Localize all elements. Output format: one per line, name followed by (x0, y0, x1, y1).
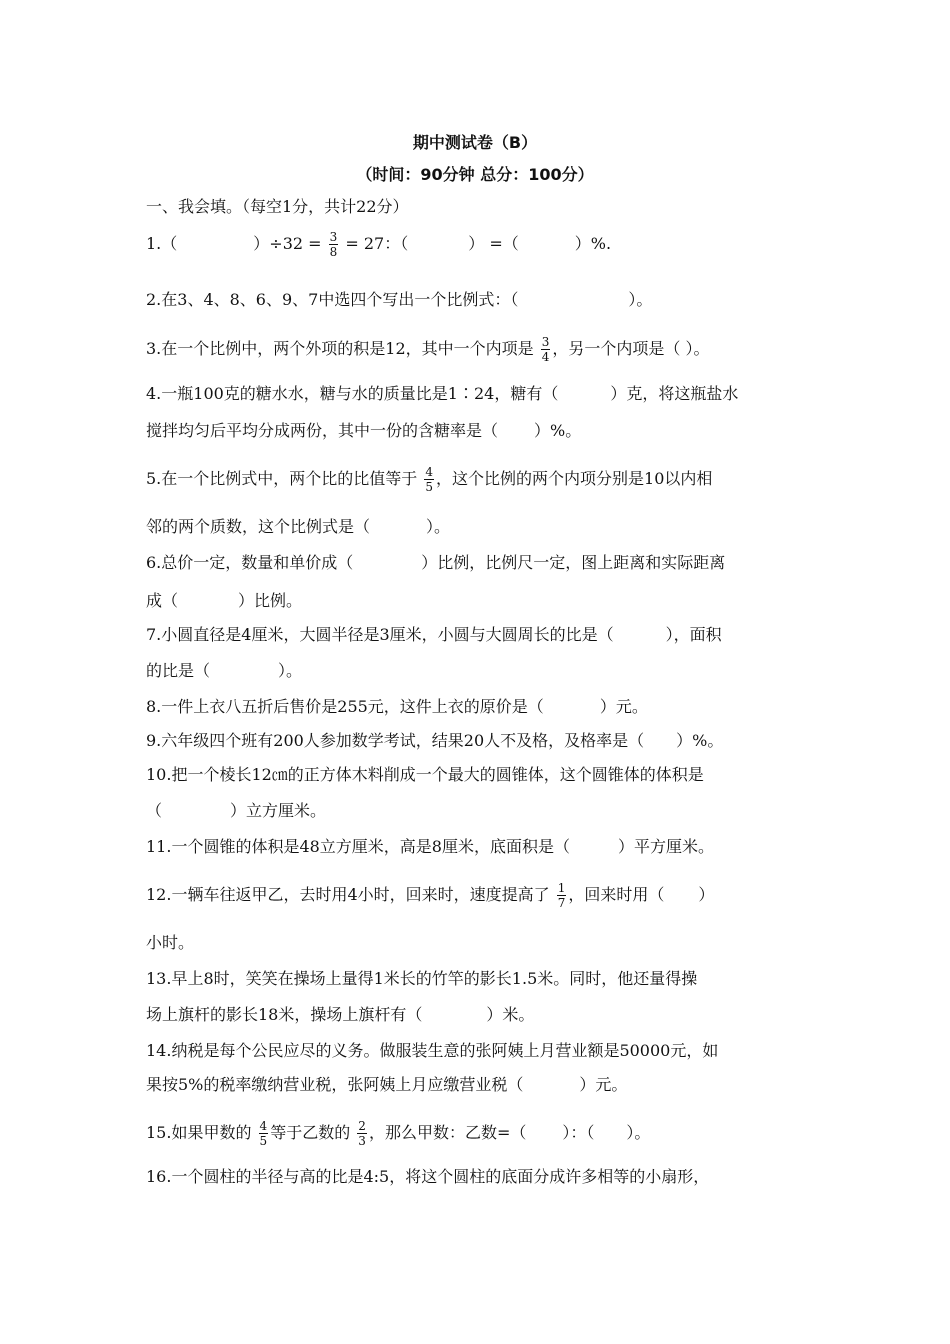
question-7-continued: 的比是（ ）。 (146, 661, 303, 680)
question-6: 6.总价一定，数量和单价成（ ）比例，比例尺一定，图上距离和实际距离 (146, 553, 726, 572)
section-heading: 一、我会填。（每空1分，共计22分） (146, 197, 409, 216)
fraction: $\frac{4}{5}$ (425, 465, 434, 494)
question-10-continued: （ ）立方厘米。 (146, 801, 327, 820)
question-9: 9.六年级四个班有200人参加数学考试，结果20人不及格，及格率是（ ）%。 (146, 731, 724, 750)
fraction: $\frac{4}{5}$ (259, 1119, 268, 1148)
question-15: 15.如果甲数的 $\frac{4}{5}$ 等于乙数的 $\frac{2}{3}$ ，那么甲数：乙数=（ ）：（ ）。 (146, 1119, 651, 1148)
question-8: 8.一件上衣八五折后售价是255元，这件上衣的原价是（ ）元。 (146, 697, 648, 716)
question-4: 4.一瓶100克的糖水水，糖与水的质量比是1∶24，糖有（ ）克，将这瓶盐水 (146, 384, 739, 403)
fraction: $\frac{3}{8}$ (329, 230, 338, 259)
fraction: $\frac{2}{3}$ (358, 1119, 366, 1148)
question-5: 5.在一个比例式中，两个比的比值等于 $\frac{4}{5}$ ，这个比例的两个内项分别是10以内相 (146, 465, 713, 494)
question-3: 3.在一个比例中，两个外项的积是12，其中一个内项是 $\frac{3}{4}$ ，另一个内项是（ ）。 (146, 335, 710, 364)
question-13-continued: 场上旗杆的影长18米，操场上旗杆有（ ）米。 (146, 1005, 535, 1024)
question-14-continued: 果按5%的税率缴纳营业税，张阿姨上月应缴营业税（ ）元。 (146, 1075, 628, 1094)
question-13: 13.早上8时，笑笑在操场上量得1米长的竹竿的影长1.5米。同时，他还量得操 (146, 969, 698, 988)
question-2: 2.在3、4、8、6、9、7中选四个写出一个比例式：（ ）。 (146, 290, 653, 309)
page-subtitle: （时间：90分钟 总分：100分） (356, 165, 594, 184)
question-6-continued: 成（ ）比例。 (146, 591, 303, 610)
question-7: 7.小圆直径是4厘米，大圆半径是3厘米，小圆与大圆周长的比是（ ），面积 (146, 625, 722, 644)
question-16: 16.一个圆柱的半径与高的比是4:5，将这个圆柱的底面分成许多相等的小扇形， (146, 1167, 710, 1186)
question-14: 14.纳税是每个公民应尽的义务。做服装生意的张阿姨上月营业额是50000元，如 (146, 1041, 719, 1060)
fraction: $\frac{3}{4}$ (541, 335, 550, 364)
question-12-continued: 小时。 (146, 933, 195, 952)
question-10: 10.把一个棱长12㎝的正方体木料削成一个最大的圆锥体，这个圆锥体的体积是 (146, 765, 704, 784)
question-12: 12.一辆车往返甲乙，去时用4小时，回来时，速度提高了 $\frac{1}{7}$ ，回来时用（ ） (146, 881, 715, 910)
question-11: 11.一个圆锥的体积是48立方厘米，高是8厘米，底面积是（ ）平方厘米。 (146, 837, 715, 856)
fraction: $\frac{1}{7}$ (557, 881, 566, 910)
page-title: 期中测试卷（B） (412, 133, 538, 152)
question-4-continued: 搅拌均匀后平均分成两份，其中一份的含糖率是（ ）%。 (146, 421, 582, 440)
question-5-continued: 邻的两个质数，这个比例式是（ ）。 (146, 517, 451, 536)
question-1: 1.（ ）÷32 = $\frac{3}{8}$ = 27：（ ） =（ ）%. (146, 230, 612, 259)
